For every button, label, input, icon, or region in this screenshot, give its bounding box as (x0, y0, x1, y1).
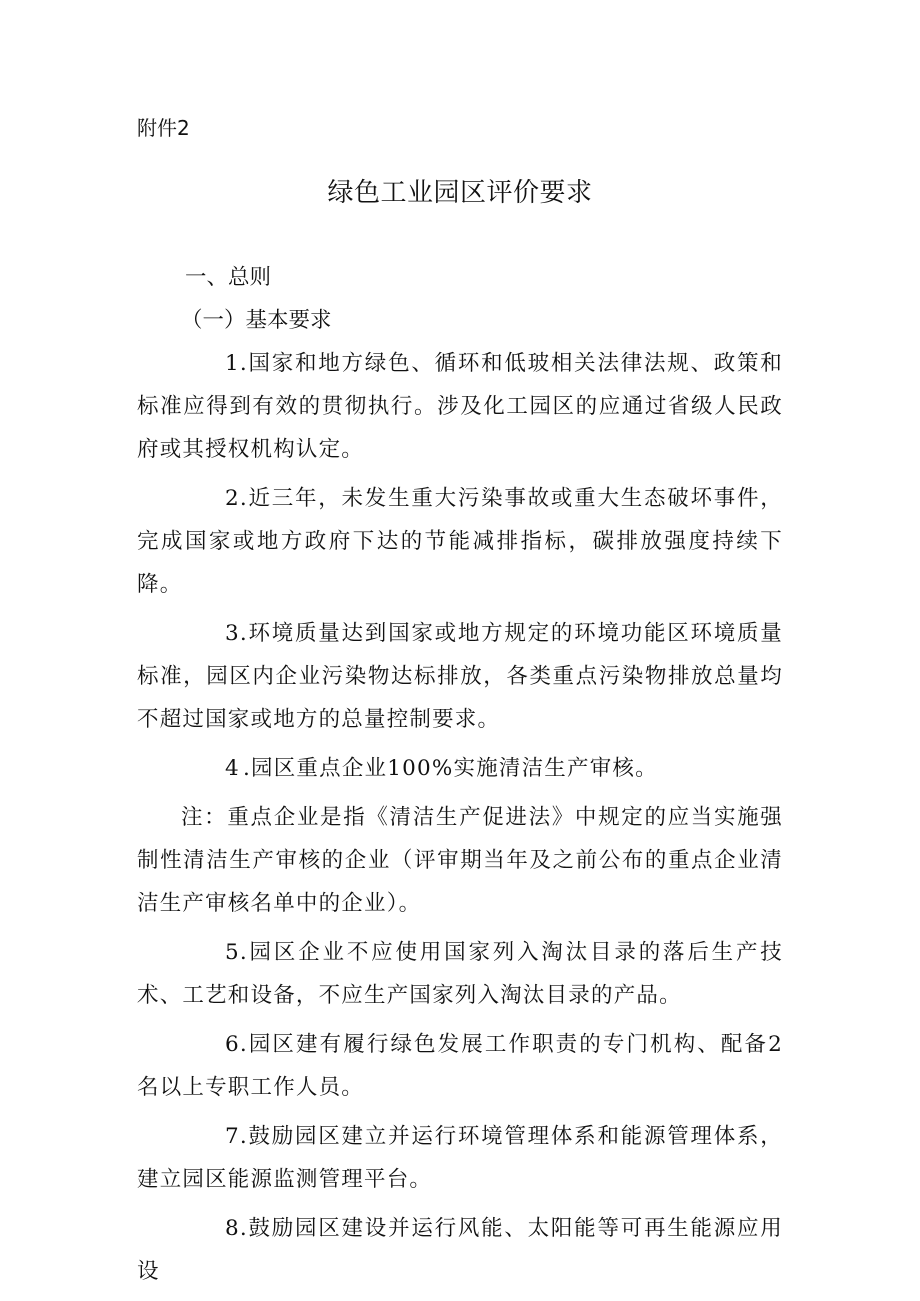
item-number: 4 (225, 756, 240, 781)
subsection-heading: （一）基本要求 (181, 308, 332, 333)
document-body (137, 256, 783, 1293)
document-title: 绿色工业园区评价要求 (327, 178, 593, 208)
attachment-label: 附件2 (137, 116, 190, 140)
item-number: 5 (225, 940, 240, 965)
requirement-item-8 (137, 1207, 783, 1293)
requirement-item-6 (137, 1023, 783, 1109)
item-number: 2 (225, 486, 240, 511)
item-number: 3 (225, 621, 240, 646)
requirement-item-2 (137, 477, 783, 606)
item-text: .环境质量达到国家或地方规定的环境功能区环境质量标准，园区内企业污染物达标排放，各类重点污染物排放总量均不超过国家或地方的总量控制要求。 (137, 621, 783, 732)
requirement-item-4 (137, 747, 783, 790)
item-number: 1 (225, 351, 240, 376)
requirement-item-5 (137, 931, 783, 1017)
item-text: .园区企业不应使用国家列入淘汰目录的落后生产技术、工艺和设备，不应生产国家列入淘汰目录的产品。 (137, 940, 783, 1008)
requirement-item-7 (137, 1115, 783, 1201)
item-text: .鼓励园区建立并运行环境管理体系和能源管理体系，建立园区能源监测管理平台。 (137, 1124, 783, 1192)
item-number: 7 (225, 1124, 240, 1149)
item-text: .国家和地方绿色、循环和低玻相关法律法规、政策和标准应得到有效的贯彻执行。涉及化工园区的应通过省级人民政府或其授权机构认定。 (137, 351, 783, 462)
requirement-item-3 (137, 612, 783, 741)
item-number: 6 (225, 1032, 240, 1057)
item-text: .近三年，未发生重大污染事故或重大生态破坏事件，完成国家或地方政府下达的节能减排指标，碳排放强度持续下降。 (137, 486, 783, 597)
item-text: .园区重点企业100%实施清洁生产审核。 (243, 756, 658, 781)
requirement-note (137, 796, 783, 925)
section-heading: 一、总则 (185, 265, 272, 290)
item-number: 8 (225, 1216, 240, 1241)
item-text: .鼓励园区建设并运行风能、太阳能等可再生能源应用设 (137, 1216, 783, 1284)
note-text: 注：重点企业是指《清洁生产促进法》中规定的应当实施强制性清洁生产审核的企业（评审期当年及之前公布的重点企业清洁生产审核名单中的企业）。 (137, 805, 783, 916)
item-text: .园区建有履行绿色发展工作职责的专门机构、配备2名以上专职工作人员。 (137, 1032, 783, 1100)
requirement-item-1 (137, 342, 783, 471)
